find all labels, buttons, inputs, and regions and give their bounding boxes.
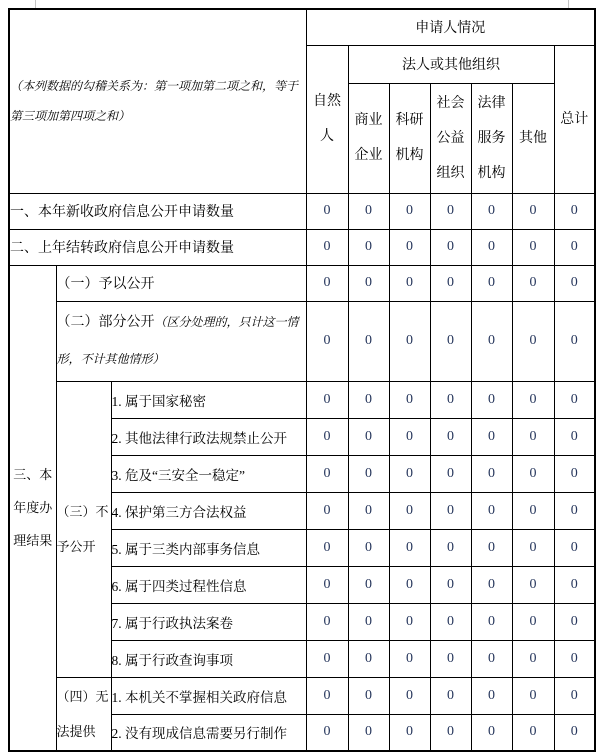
value-cell: 0	[430, 381, 471, 418]
column-relationship-note: （本列数据的勾稽关系为：第一项加第二项之和，等于第三项加第四项之和）	[9, 9, 306, 193]
value-cell: 0	[471, 265, 512, 301]
value-cell: 0	[389, 418, 430, 455]
table-row-granted-disclosure	[9, 265, 595, 301]
header-cell-commercial-enterprise: 商业企业	[348, 83, 389, 193]
table-row-state-secret	[9, 381, 595, 418]
value-cell: 0	[512, 492, 554, 529]
row-label: 6. 属于四类过程性信息	[111, 566, 306, 603]
value-cell: 0	[512, 301, 554, 381]
value-cell: 0	[348, 193, 389, 229]
value-cell: 0	[348, 677, 389, 714]
value-cell: 0	[306, 265, 348, 301]
value-cell: 0	[389, 381, 430, 418]
value-cell: 0	[389, 603, 430, 640]
value-cell: 0	[430, 714, 471, 751]
value-cell: 0	[430, 677, 471, 714]
row-label: 4. 保护第三方合法权益	[111, 492, 306, 529]
value-cell: 0	[471, 529, 512, 566]
value-cell: 0	[554, 603, 595, 640]
value-cell: 0	[554, 381, 595, 418]
row-label: （一）予以公开	[56, 265, 306, 301]
value-cell: 0	[512, 566, 554, 603]
value-cell: 0	[306, 529, 348, 566]
header-cell-applicant-status: 申请人情况	[306, 9, 595, 45]
section-cell-annual-results: 三、本年度办理结果	[9, 265, 56, 751]
value-cell: 0	[554, 301, 595, 381]
value-cell: 0	[430, 455, 471, 492]
value-cell: 0	[554, 640, 595, 677]
value-cell: 0	[348, 418, 389, 455]
row-label: 2. 其他法律行政法规禁止公开	[111, 418, 306, 455]
header-cell-total: 总计	[554, 45, 595, 193]
value-cell: 0	[512, 418, 554, 455]
value-cell: 0	[306, 640, 348, 677]
row-label: 二、上年结转政府信息公开申请数量	[9, 229, 306, 265]
value-cell: 0	[430, 418, 471, 455]
value-cell: 0	[389, 566, 430, 603]
value-cell: 0	[554, 418, 595, 455]
value-cell: 0	[348, 229, 389, 265]
value-cell: 0	[554, 492, 595, 529]
value-cell: 0	[512, 677, 554, 714]
value-cell: 0	[554, 455, 595, 492]
group-cell-unable-to-provide: （四）无法提供	[56, 677, 111, 751]
value-cell: 0	[306, 455, 348, 492]
value-cell: 0	[389, 193, 430, 229]
value-cell: 0	[471, 714, 512, 751]
value-cell: 0	[430, 229, 471, 265]
value-cell: 0	[306, 492, 348, 529]
value-cell: 0	[512, 714, 554, 751]
row-label: 7. 属于行政执法案卷	[111, 603, 306, 640]
value-cell: 0	[306, 566, 348, 603]
value-cell: 0	[512, 529, 554, 566]
value-cell: 0	[389, 492, 430, 529]
row-label: 1. 属于国家秘密	[111, 381, 306, 418]
value-cell: 0	[554, 193, 595, 229]
value-cell: 0	[430, 566, 471, 603]
table-row-info-not-held	[9, 677, 595, 714]
row-label: 3. 危及“三安全一稳定”	[111, 455, 306, 492]
value-cell: 0	[471, 640, 512, 677]
value-cell: 0	[512, 455, 554, 492]
value-cell: 0	[348, 301, 389, 381]
value-cell: 0	[554, 229, 595, 265]
table-row-carried-over-requests	[9, 229, 595, 265]
table-row-new-requests	[9, 193, 595, 229]
value-cell: 0	[554, 529, 595, 566]
value-cell: 0	[348, 492, 389, 529]
value-cell: 0	[512, 381, 554, 418]
value-cell: 0	[512, 640, 554, 677]
value-cell: 0	[348, 603, 389, 640]
value-cell: 0	[430, 603, 471, 640]
value-cell: 0	[471, 566, 512, 603]
disclosure-request-table	[8, 8, 596, 752]
value-cell: 0	[512, 603, 554, 640]
header-cell-research-institution: 科研机构	[389, 83, 430, 193]
value-cell: 0	[348, 714, 389, 751]
value-cell: 0	[389, 455, 430, 492]
value-cell: 0	[471, 381, 512, 418]
value-cell: 0	[348, 566, 389, 603]
row-label: 5. 属于三类内部事务信息	[111, 529, 306, 566]
value-cell: 0	[471, 455, 512, 492]
value-cell: 0	[389, 301, 430, 381]
value-cell: 0	[471, 603, 512, 640]
value-cell: 0	[306, 193, 348, 229]
value-cell: 0	[512, 193, 554, 229]
value-cell: 0	[471, 301, 512, 381]
value-cell: 0	[348, 381, 389, 418]
value-cell: 0	[389, 640, 430, 677]
value-cell: 0	[348, 455, 389, 492]
row-label: 2. 没有现成信息需要另行制作	[111, 714, 306, 751]
value-cell: 0	[554, 714, 595, 751]
value-cell: 0	[306, 229, 348, 265]
value-cell: 0	[512, 265, 554, 301]
page-margin-tick-right	[568, 0, 569, 8]
value-cell: 0	[348, 529, 389, 566]
value-cell: 0	[430, 265, 471, 301]
header-cell-natural-person: 自然人	[306, 45, 348, 193]
row-label-main: （二）部分公开	[56, 315, 155, 330]
value-cell: 0	[430, 529, 471, 566]
row-label-note: （区分处理的，只计这一情形，不计其他情形）	[56, 315, 299, 366]
table-row-partial-disclosure	[9, 301, 595, 381]
page-margin-tick-left	[35, 0, 36, 8]
value-cell: 0	[389, 677, 430, 714]
value-cell: 0	[306, 677, 348, 714]
value-cell: 0	[306, 301, 348, 381]
header-cell-social-welfare-org: 社会公益组织	[430, 83, 471, 193]
value-cell: 0	[471, 193, 512, 229]
header-cell-legal-org: 法人或其他组织	[348, 45, 554, 83]
value-cell: 0	[389, 714, 430, 751]
row-label: 一、本年新收政府信息公开申请数量	[9, 193, 306, 229]
value-cell: 0	[430, 301, 471, 381]
row-label	[56, 301, 306, 381]
value-cell: 0	[471, 229, 512, 265]
value-cell: 0	[554, 265, 595, 301]
header-cell-legal-service-agency: 法律服务机构	[471, 83, 512, 193]
value-cell: 0	[430, 640, 471, 677]
value-cell: 0	[306, 603, 348, 640]
row-label: 1. 本机关不掌握相关政府信息	[111, 677, 306, 714]
value-cell: 0	[389, 265, 430, 301]
value-cell: 0	[430, 492, 471, 529]
value-cell: 0	[471, 418, 512, 455]
value-cell: 0	[389, 529, 430, 566]
value-cell: 0	[306, 418, 348, 455]
value-cell: 0	[554, 566, 595, 603]
value-cell: 0	[306, 714, 348, 751]
value-cell: 0	[554, 677, 595, 714]
value-cell: 0	[348, 265, 389, 301]
value-cell: 0	[512, 229, 554, 265]
value-cell: 0	[471, 677, 512, 714]
value-cell: 0	[348, 640, 389, 677]
value-cell: 0	[389, 229, 430, 265]
value-cell: 0	[430, 193, 471, 229]
value-cell: 0	[471, 492, 512, 529]
group-cell-refused-disclosure: （三）不予公开	[56, 381, 111, 677]
value-cell: 0	[306, 381, 348, 418]
row-label: 8. 属于行政查询事项	[111, 640, 306, 677]
header-cell-other: 其他	[512, 83, 554, 193]
